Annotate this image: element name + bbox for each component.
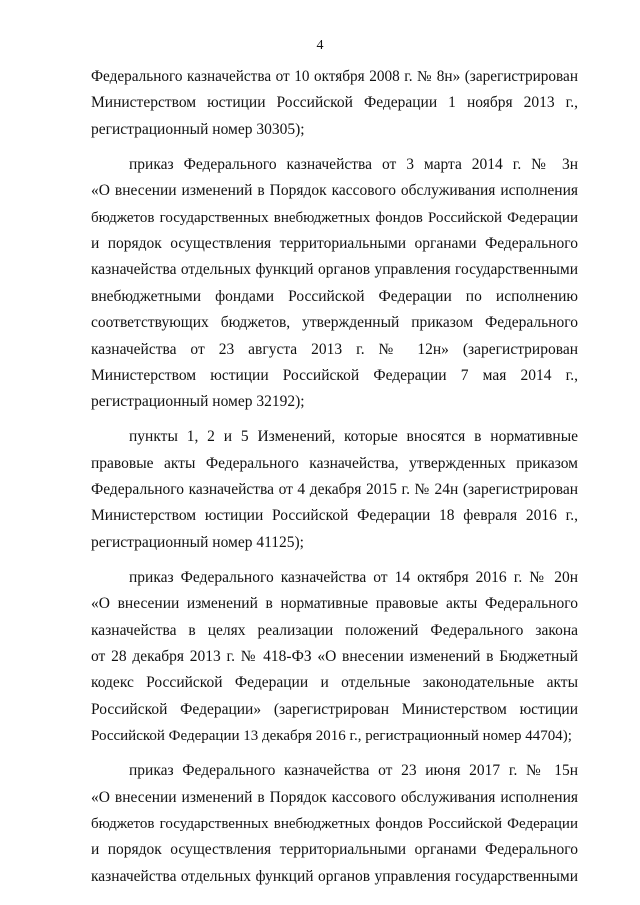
text-line: приказ Федерального казначейства от 14 октября 2016 г. № 20н xyxy=(129,568,578,586)
page-number: 4 xyxy=(316,38,324,53)
text-line: бюджетов государственных внебюджетных фондов Российской Федерации xyxy=(91,815,578,832)
paragraph-4 xyxy=(91,565,578,750)
text-line: «О внесении изменений в Порядок кассового обслуживания исполнения xyxy=(91,182,578,200)
text-line: казначейства от 23 августа 2013 г. № 12н» (зарегистрирован xyxy=(91,340,578,358)
text-line: от 28 декабря 2013 г. № 418-ФЗ «О внесении изменений в Бюджетный xyxy=(91,647,578,665)
text-line: регистрационный номер 32192); xyxy=(91,393,305,411)
text-line: Федерального казначейства от 10 октября 2008 г. № 8н» (зарегистрирован xyxy=(91,68,578,85)
text-line: приказ Федерального казначейства от 3 марта 2014 г. № 3н xyxy=(129,155,578,173)
paragraph-2 xyxy=(91,152,578,416)
text-line: кодекс Российской Федерации и отдельные законодательные акты xyxy=(91,674,578,692)
document-body xyxy=(91,64,578,899)
text-line: казначейства отдельных функций органов управления государственными xyxy=(91,261,578,279)
text-line: бюджетов государственных внебюджетных фондов Российской Федерации xyxy=(91,209,578,226)
text-line: Российской Федерации 13 декабря 2016 г., регистрационный номер 44704); xyxy=(91,728,572,745)
text-line: правовые акты Федерального казначейства, утвержденных приказом xyxy=(91,454,578,472)
text-line: казначейства отдельных функций органов управления государственными xyxy=(91,867,578,885)
text-line: регистрационный номер 30305); xyxy=(91,120,305,138)
paragraph-5 xyxy=(91,758,578,890)
text-line: приказ Федерального казначейства от 23 июня 2017 г. № 15н xyxy=(129,762,578,780)
text-line: «О внесении изменений в нормативные правовые акты Федерального xyxy=(91,595,578,613)
text-line: «О внесении изменений в Порядок кассового обслуживания исполнения xyxy=(91,788,578,806)
text-line: и порядок осуществления территориальными органами Федерального xyxy=(91,841,578,859)
text-line: пункты 1, 2 и 5 Изменений, которые вносятся в нормативные xyxy=(129,428,578,446)
paragraph-1 xyxy=(91,64,578,143)
text-line: регистрационный номер 41125); xyxy=(91,533,304,551)
text-line: Министерством юстиции Российской Федерации 18 февраля 2016 г., xyxy=(91,507,578,525)
text-line: Российской Федерации» (зарегистрирован Министерством юстиции xyxy=(91,700,578,718)
text-line: и порядок осуществления территориальными органами Федерального xyxy=(91,234,578,252)
text-line: внебюджетными фондами Российской Федерации по исполнению xyxy=(91,287,578,305)
text-line: Министерством юстиции Российской Федерации 7 мая 2014 г., xyxy=(91,366,578,384)
text-line: соответствующих бюджетов, утвержденный приказом Федерального xyxy=(91,314,578,332)
paragraph-3 xyxy=(91,424,578,556)
text-line: казначейства в целях реализации положений Федерального закона xyxy=(91,621,578,639)
text-line: Федерального казначейства от 4 декабря 2015 г. № 24н (зарегистрирован xyxy=(91,481,578,499)
text-line: Министерством юстиции Российской Федерации 1 ноября 2013 г., xyxy=(91,94,578,112)
